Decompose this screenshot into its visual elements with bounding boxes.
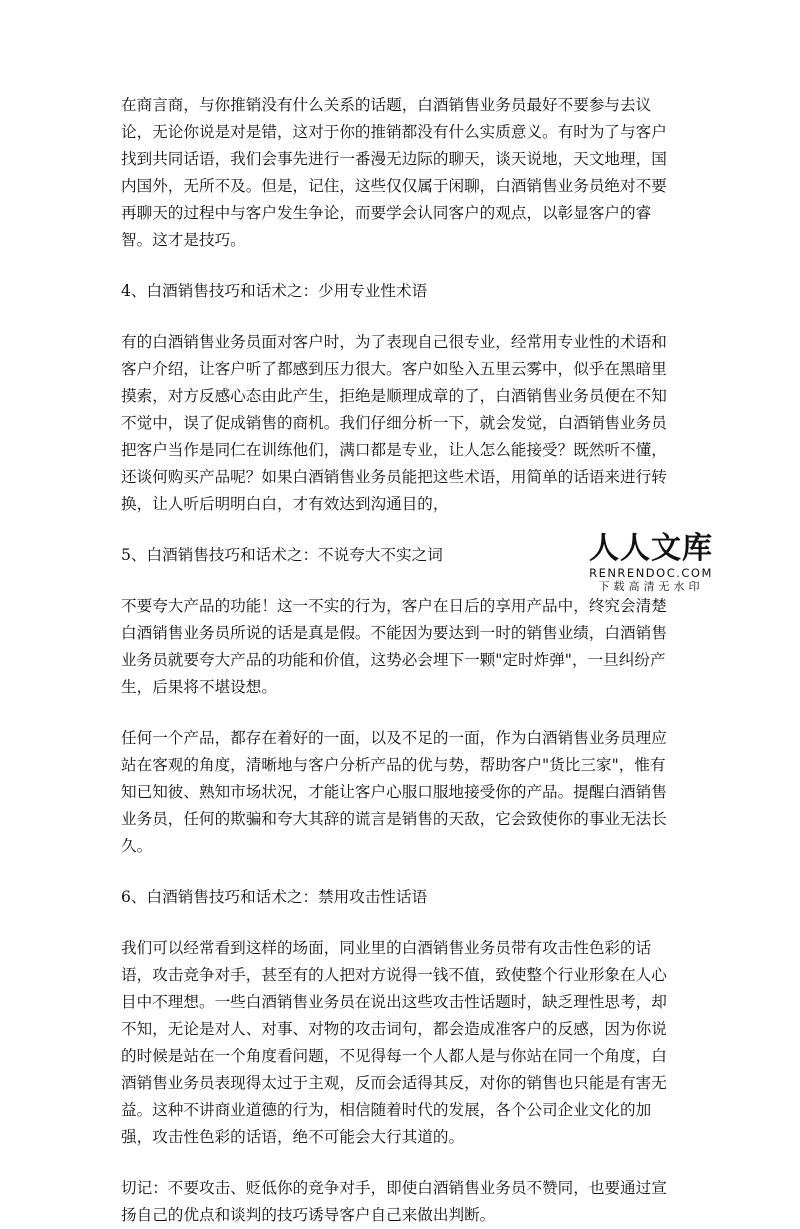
watermark-domain: RENRENDOC.COM [589,566,713,580]
document-body [121,92,681,1229]
paragraph-section-6: 我们可以经常看到这样的场面，同业里的白酒销售业务员带有攻击性色彩的话语，攻击竞争对手，甚至有的人把对方说得一钱不值，致使整个行业形象在人心目中不理想。一些白酒销售业务员在说出这些攻击性话题时，缺乏理性思考，却不知，无论是对人、对事、对物的攻击词句，都会造成准客户的反感，因为你说的时候是站在一个角度看问题，不见得每一个人都人是与你站在同一个角度，白酒销售业务员表现得太过于主观，反而会适得其反，对你的销售也只能是有害无益。这种不讲商业道德的行为，相信随着时代的发展，各个公司企业文化的加强，攻击性色彩的话语，绝不可能会大行其道的。 [121,939,667,1146]
section-heading-4: 4、白酒销售技巧和话术之：少用专业性术语 [121,282,428,300]
watermark-logo [586,532,716,594]
paragraph-reminder: 切记：不要攻击、贬低你的竞争对手，即使白酒销售业务员不赞同，也要通过宣扬自己的优点和谈判的技巧诱导客户自己来做出判断。 [121,1179,667,1224]
section-heading-5: 5、白酒销售技巧和话术之：不说夸大不实之词 [121,546,443,564]
paragraph-section-5b: 任何一个产品，都存在着好的一面，以及不足的一面，作为白酒销售业务员理应站在客观的角度，清晰地与客户分析产品的优与势，帮助客户"货比三家"，惟有知已知彼、熟知市场状况，才能让客户心服口服地接受你的产品。提醒白酒销售业务员，任何的欺骗和夸大其辞的谎言是销售的天敌，它会致使你的事业无法长久。 [121,729,667,855]
paragraph-section-5a: 不要夸大产品的功能！这一不实的行为，客户在日后的享用产品中，终究会清楚白酒销售业务员所说的话是真是假。不能因为要达到一时的销售业绩，白酒销售业务员就要夸大产品的功能和价值，这势必会埋下一颗"定时炸弹"，一旦纠纷产生，后果将不堪设想。 [121,597,667,696]
watermark-title: 人人文库 [589,531,713,566]
paragraph-intro: 在商言商，与你推销没有什么关系的话题，白酒销售业务员最好不要参与去议论，无论你说是对是错，这对于你的推销都没有什么实质意义。有时为了与客户找到共同话语，我们会事先进行一番漫无边际的聊天，谈天说地，天文地理，国内国外，无所不及。但是，记住，这些仅仅属于闲聊，白酒销售业务员绝对不要再聊天的过程中与客户发生争论，而要学会认同客户的观点，以彰显客户的睿智。这才是技巧。 [121,96,667,249]
section-heading-6: 6、白酒销售技巧和话术之：禁用攻击性话语 [121,888,428,906]
watermark-tagline: 下载高清无水印 [598,580,704,593]
paragraph-section-4: 有的白酒销售业务员面对客户时，为了表现自己很专业，经常用专业性的术语和客户介绍，让客户听了都感到压力很大。客户如坠入五里云雾中，似乎在黑暗里摸索，对方反感心态由此产生，拒绝是顺理成章的了，白酒销售业务员便在不知不觉中，误了促成销售的商机。我们仔细分析一下，就会发觉，白酒销售业务员把客户当作是同仁在训练他们，满口都是专业，让人怎么能接受？既然听不懂，还谈何购买产品呢？如果白酒销售业务员能把这些术语，用简单的话语来进行转换，让人听后明明白白，才有效达到沟通目的， [121,333,667,513]
